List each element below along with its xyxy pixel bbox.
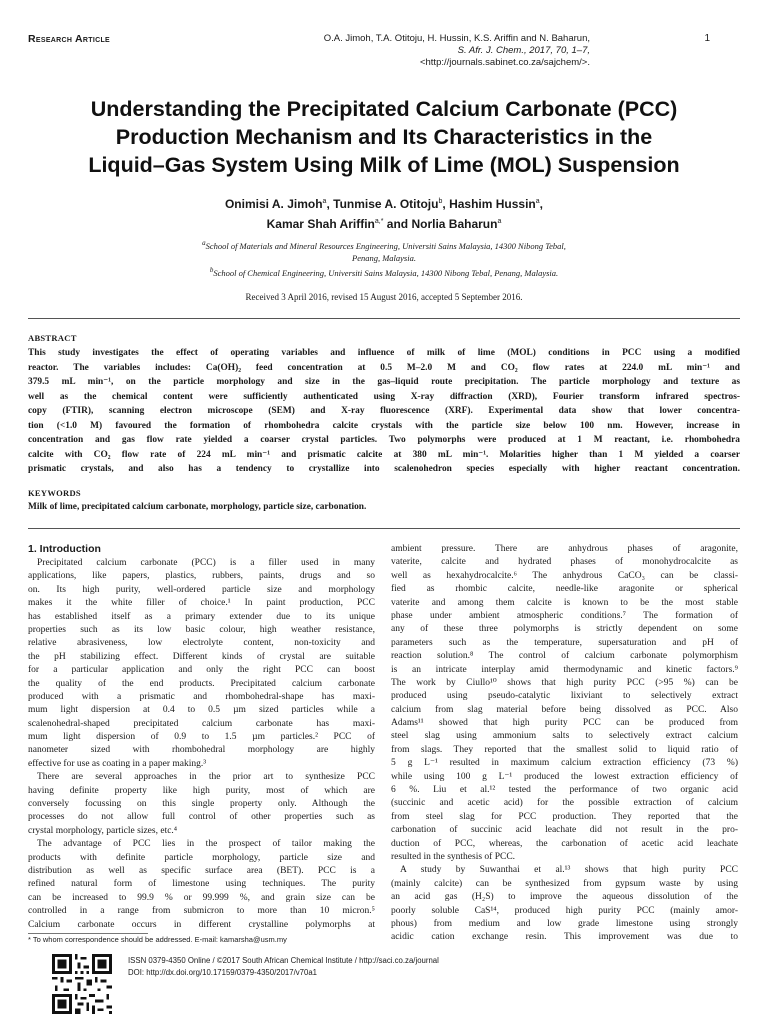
body-line: produced with a prismatic and rhombohedral-shape has maxi- xyxy=(28,691,375,702)
body-line: mum light dispersion of 0.9 to 1.5 µm particles.² PCC of xyxy=(28,732,375,743)
body-line: vaterite, calcite and hydrated phases of monohydrocalcite as xyxy=(391,557,738,568)
divider xyxy=(28,318,740,319)
body-line: having definite property like high purity, most of which are xyxy=(28,785,375,796)
citation-authors: O.A. Jimoh, T.A. Otitoju, H. Hussin, K.S. Ariffin and N. Baharun, xyxy=(323,33,590,44)
body-line: phase under ambient atmospheric conditions.⁷ The formation of xyxy=(391,610,738,621)
body-line: any of these three polymorphs is strictly dependent on some xyxy=(391,624,738,635)
affiliations xyxy=(100,237,668,279)
page-number: 1 xyxy=(704,33,710,44)
paper-title xyxy=(40,95,728,179)
body-line: from slags. They reported that the smallest solid to liquid ratio of xyxy=(391,744,738,755)
separator: , xyxy=(539,197,544,211)
title-line: Production Mechanism and Its Characteristics in the xyxy=(115,125,653,149)
correspondence-footnote: * To whom correspondence should be addressed. E-mail: kamarsha@usm.my xyxy=(28,935,287,944)
body-line: has established itself as a primary extender due to its unique xyxy=(28,611,375,622)
body-line: scalenohedral-shaped precipitated calcium carbonate has maxi- xyxy=(28,718,375,729)
body-line: produced using pseudo-catalytic lixiviant to selectively extract xyxy=(391,691,738,702)
body-line: resulted in the synthesis of PCC. xyxy=(391,851,516,862)
abstract-line: 379.5 mL min⁻¹, on the particle morphology and size in the gas–liquid route precipitation. The particle morphology and texture as xyxy=(28,377,740,387)
body-line: (mainly calcite) can be synthesized from gypsum waste by using xyxy=(391,878,738,889)
body-line: Adams¹¹ showed that high purity PCC can be produced from xyxy=(391,718,738,729)
affiliation-text: School of Chemical Engineering, Universiti Sains Malaysia, 14300 Nibong Tebal, Penang, Malaysia. xyxy=(213,267,559,278)
citation-journal: S. Afr. J. Chem., 2017, 70, 1–7, xyxy=(457,45,590,56)
body-line: while using 100 g L⁻¹ produced the lowest extraction efficiency of xyxy=(391,771,738,782)
body-line: refined natural form of limestone using techniques. The purity xyxy=(28,879,375,890)
body-line: processes do not allow full control of other properties such as xyxy=(28,812,375,823)
affiliation-b xyxy=(100,264,668,279)
author-list xyxy=(100,193,668,233)
body-line: products with definite particle morphology, particle size and xyxy=(28,852,375,863)
author-affiliation-mark: b xyxy=(438,198,443,205)
section-heading: 1. Introduction xyxy=(28,543,101,555)
footnote-divider xyxy=(28,933,148,934)
body-line: ambient pressure. There are anhydrous phases of aragonite, xyxy=(391,544,738,554)
article-type-label: Research Article xyxy=(28,33,110,45)
body-line: parameters such as the temperature, supersaturation and pH of xyxy=(391,637,738,648)
body-line: Calcium carbonate occurs in different crystalline polymorphs at xyxy=(28,919,375,930)
body-column-left xyxy=(28,543,375,932)
title-line: Liquid–Gas System Using Milk of Lime (MOL) Suspension xyxy=(88,153,680,177)
received-dates: Received 3 April 2016, revised 15 August 2016, accepted 5 September 2016. xyxy=(245,292,523,302)
body-line: conversely focussing on this single property only. Although the xyxy=(28,799,375,810)
body-line: an acid gas (H₂S) to improve the aqueous dissolution of the xyxy=(391,892,738,903)
affiliation-a-cont: Penang, Malaysia. xyxy=(352,252,416,263)
abstract-line: concentration and gas flow rate yielded a coarser crystal particles. Two polymorphs were produced at 1 M reactant, i.e. rhombohedra xyxy=(28,435,740,445)
body-line: is an intricate interplay amid thermodynamic and kinetic factors.⁹ xyxy=(391,664,738,675)
affiliation-text: School of Materials and Mineral Resources Engineering, Universiti Sains Malaysia, 14300 Nibong Tebal, xyxy=(205,240,566,251)
author-affiliation-mark: a xyxy=(535,198,540,205)
footer-info xyxy=(128,955,439,979)
body-line: for a particular application and only the right PCC can boost xyxy=(28,665,375,676)
body-line: The work by Ciullo¹⁰ shows that high purity PCC (>95 %) can be xyxy=(391,677,738,688)
abstract-line: copy (FTIR), scanning electron microscope (SEM) and X-ray fluorescence (XRF). Experimental data show that lower concentra- xyxy=(28,406,740,416)
title-line: Understanding the Precipitated Calcium Carbonate (PCC) xyxy=(90,97,678,121)
body-line: the pH stabilizing effect. Different kinds of crystal are suitable xyxy=(28,651,375,662)
body-line: well as hexahydrocalcite.⁶ The anhydrous CaCO₃ can be classi- xyxy=(391,570,738,581)
affiliation-mark: b xyxy=(209,265,214,274)
body-line: effective for use as coating in a paper making.³ xyxy=(28,758,207,769)
abstract-line: This study investigates the effect of operating variables and influence of milk of lime (MOL) conditions in PCC using a modified xyxy=(28,348,740,358)
body-line: duction of PCC, whereas, the carbonation of acetic acid leachate xyxy=(391,838,738,849)
abstract-line: reactor. The variables includes: Ca(OH)₂ feed concentration at 0.5 M–2.0 M and CO₂ flow rates at 224.0 mL min⁻¹ and xyxy=(28,362,740,373)
body-line: from steel slag for PCC production. They reported that the xyxy=(391,811,738,822)
separator: , xyxy=(326,197,330,211)
body-line: poorly soluble CaS¹⁴, produced high purity PCC (mainly amor- xyxy=(391,905,738,916)
body-line: fied as rhombic calcite, needle-like aragonite or spherical xyxy=(391,584,738,595)
body-line: steel slag using ammonium salts to selectively extract calcium xyxy=(391,731,738,742)
body-line: makes it the white filler of choice.¹ In paint production, PCC xyxy=(28,598,375,609)
body-line: mum light dispersion at 0.4 to 0.5 µm sized particles while a xyxy=(28,705,375,716)
abstract-text xyxy=(28,346,740,477)
body-line: 5 g L⁻¹ resulted in maximum calcium extraction efficiency (73 %) xyxy=(391,758,738,769)
body-line: A study by Suwanthai et al.¹³ shows that high purity PCC xyxy=(400,865,738,876)
body-line: on. Its high purity, well-ordered particle size and morphology xyxy=(28,584,375,595)
body-line: reaction solution.⁸ The control of calcium carbonate polymorphism xyxy=(391,651,738,662)
author-name: Hashim Hussin xyxy=(449,197,536,211)
body-line: calcium from slag material before being dissolved as PCC. Also xyxy=(391,704,738,715)
citation-header xyxy=(200,33,590,69)
author-affiliation-mark: a xyxy=(322,198,327,205)
body-line: the quality of the end products. Precipitated calcium carbonate xyxy=(28,678,375,689)
body-line: properties such as its low basic colour, high weather resistance, xyxy=(28,624,375,635)
body-line: applications, like papers, plastics, rubbers, paints, drugs and so xyxy=(28,571,375,582)
body-line: 6 %. Liu et al.¹² tested the performance of two organic acid xyxy=(391,785,738,796)
body-line: controlled in a range from submicron to more than 10 micron.⁵ xyxy=(28,906,375,917)
abstract-heading: ABSTRACT xyxy=(28,333,77,343)
abstract-line: prismatic crystals, and also has a tendency to crystallize into scalenohedron species especially with higher reactant concentration. xyxy=(28,464,740,474)
body-line: (succinic and acetic acid) for the possible extraction of calcium xyxy=(391,798,738,809)
qr-code-icon xyxy=(52,954,112,1014)
body-line: relative abrasiveness, low electrolyte content, non-toxicity and xyxy=(28,638,375,649)
author-name: Kamar Shah Ariffin xyxy=(266,217,375,231)
author-affiliation-mark: a,* xyxy=(374,218,384,225)
body-line: distribution as well as specific surface area (BET). PCC is a xyxy=(28,865,375,876)
issn-line: ISSN 0379-4350 Online / ©2017 South African Chemical Institute / http://saci.co.za/journal xyxy=(128,956,439,965)
doi-link[interactable]: DOI: http://dx.doi.org/10.17159/0379-4350/2017/v70a1 xyxy=(128,968,317,977)
separator: , xyxy=(442,197,446,211)
body-column-right xyxy=(391,543,738,945)
body-line: nanometer sized with rhombohedral morphology are highly xyxy=(28,745,375,756)
affiliation-mark: a xyxy=(202,239,206,247)
keywords-text: Milk of lime, precipitated calcium carbonate, morphology, particle size, carbonation. xyxy=(28,502,367,512)
body-line: There are several approaches in the prior art to synthesize PCC xyxy=(37,772,375,783)
body-line: can be increased to 99.9 % or 99.999 %, and grain size can be xyxy=(28,892,375,903)
author-name: and Norlia Baharun xyxy=(386,217,498,231)
body-line: Precipitated calcium carbonate (PCC) is a filler used in many xyxy=(37,558,375,568)
affiliation-a xyxy=(100,237,668,252)
keywords-heading: KEYWORDS xyxy=(28,488,81,498)
divider xyxy=(28,528,740,529)
body-line: The advantage of PCC lies in the prospect of tailor making the xyxy=(37,839,375,850)
body-line: vaterite and among them calcite is known to be the most stable xyxy=(391,597,738,608)
abstract-line: calcite with CO₂ flow rate of 224 mL min⁻¹ and prismatic calcite at 380 mL min⁻¹. Molarities higher than 1 M yielded a coarser xyxy=(28,449,740,460)
body-line: carbonation of succinic acid leachate did not result in the pro- xyxy=(391,825,738,836)
body-line: crystal morphology, particle sizes, etc.⁴ xyxy=(28,825,178,836)
author-affiliation-mark: a xyxy=(497,218,502,225)
author-name: Tunmise A. Otitoju xyxy=(333,197,439,211)
author-name: Onimisi A. Jimoh xyxy=(224,197,323,211)
body-line: acidic cation exchange resin. This improvement was due to xyxy=(391,932,738,943)
abstract-line: tion (<1.0 M) favoured the formation of rhombohedra calcite crystals with the particle size below 100 nm. However, increase in xyxy=(28,420,740,431)
abstract-line: well as the chemical content were sufficiently authenticated using X-ray diffraction (XRD), Fourier transform infrared spectros- xyxy=(28,391,740,402)
citation-url[interactable]: <http://journals.sabinet.co.za/sajchem/>. xyxy=(419,57,590,68)
body-line: phous) from medium and low grade limestone using strongly xyxy=(391,918,738,929)
